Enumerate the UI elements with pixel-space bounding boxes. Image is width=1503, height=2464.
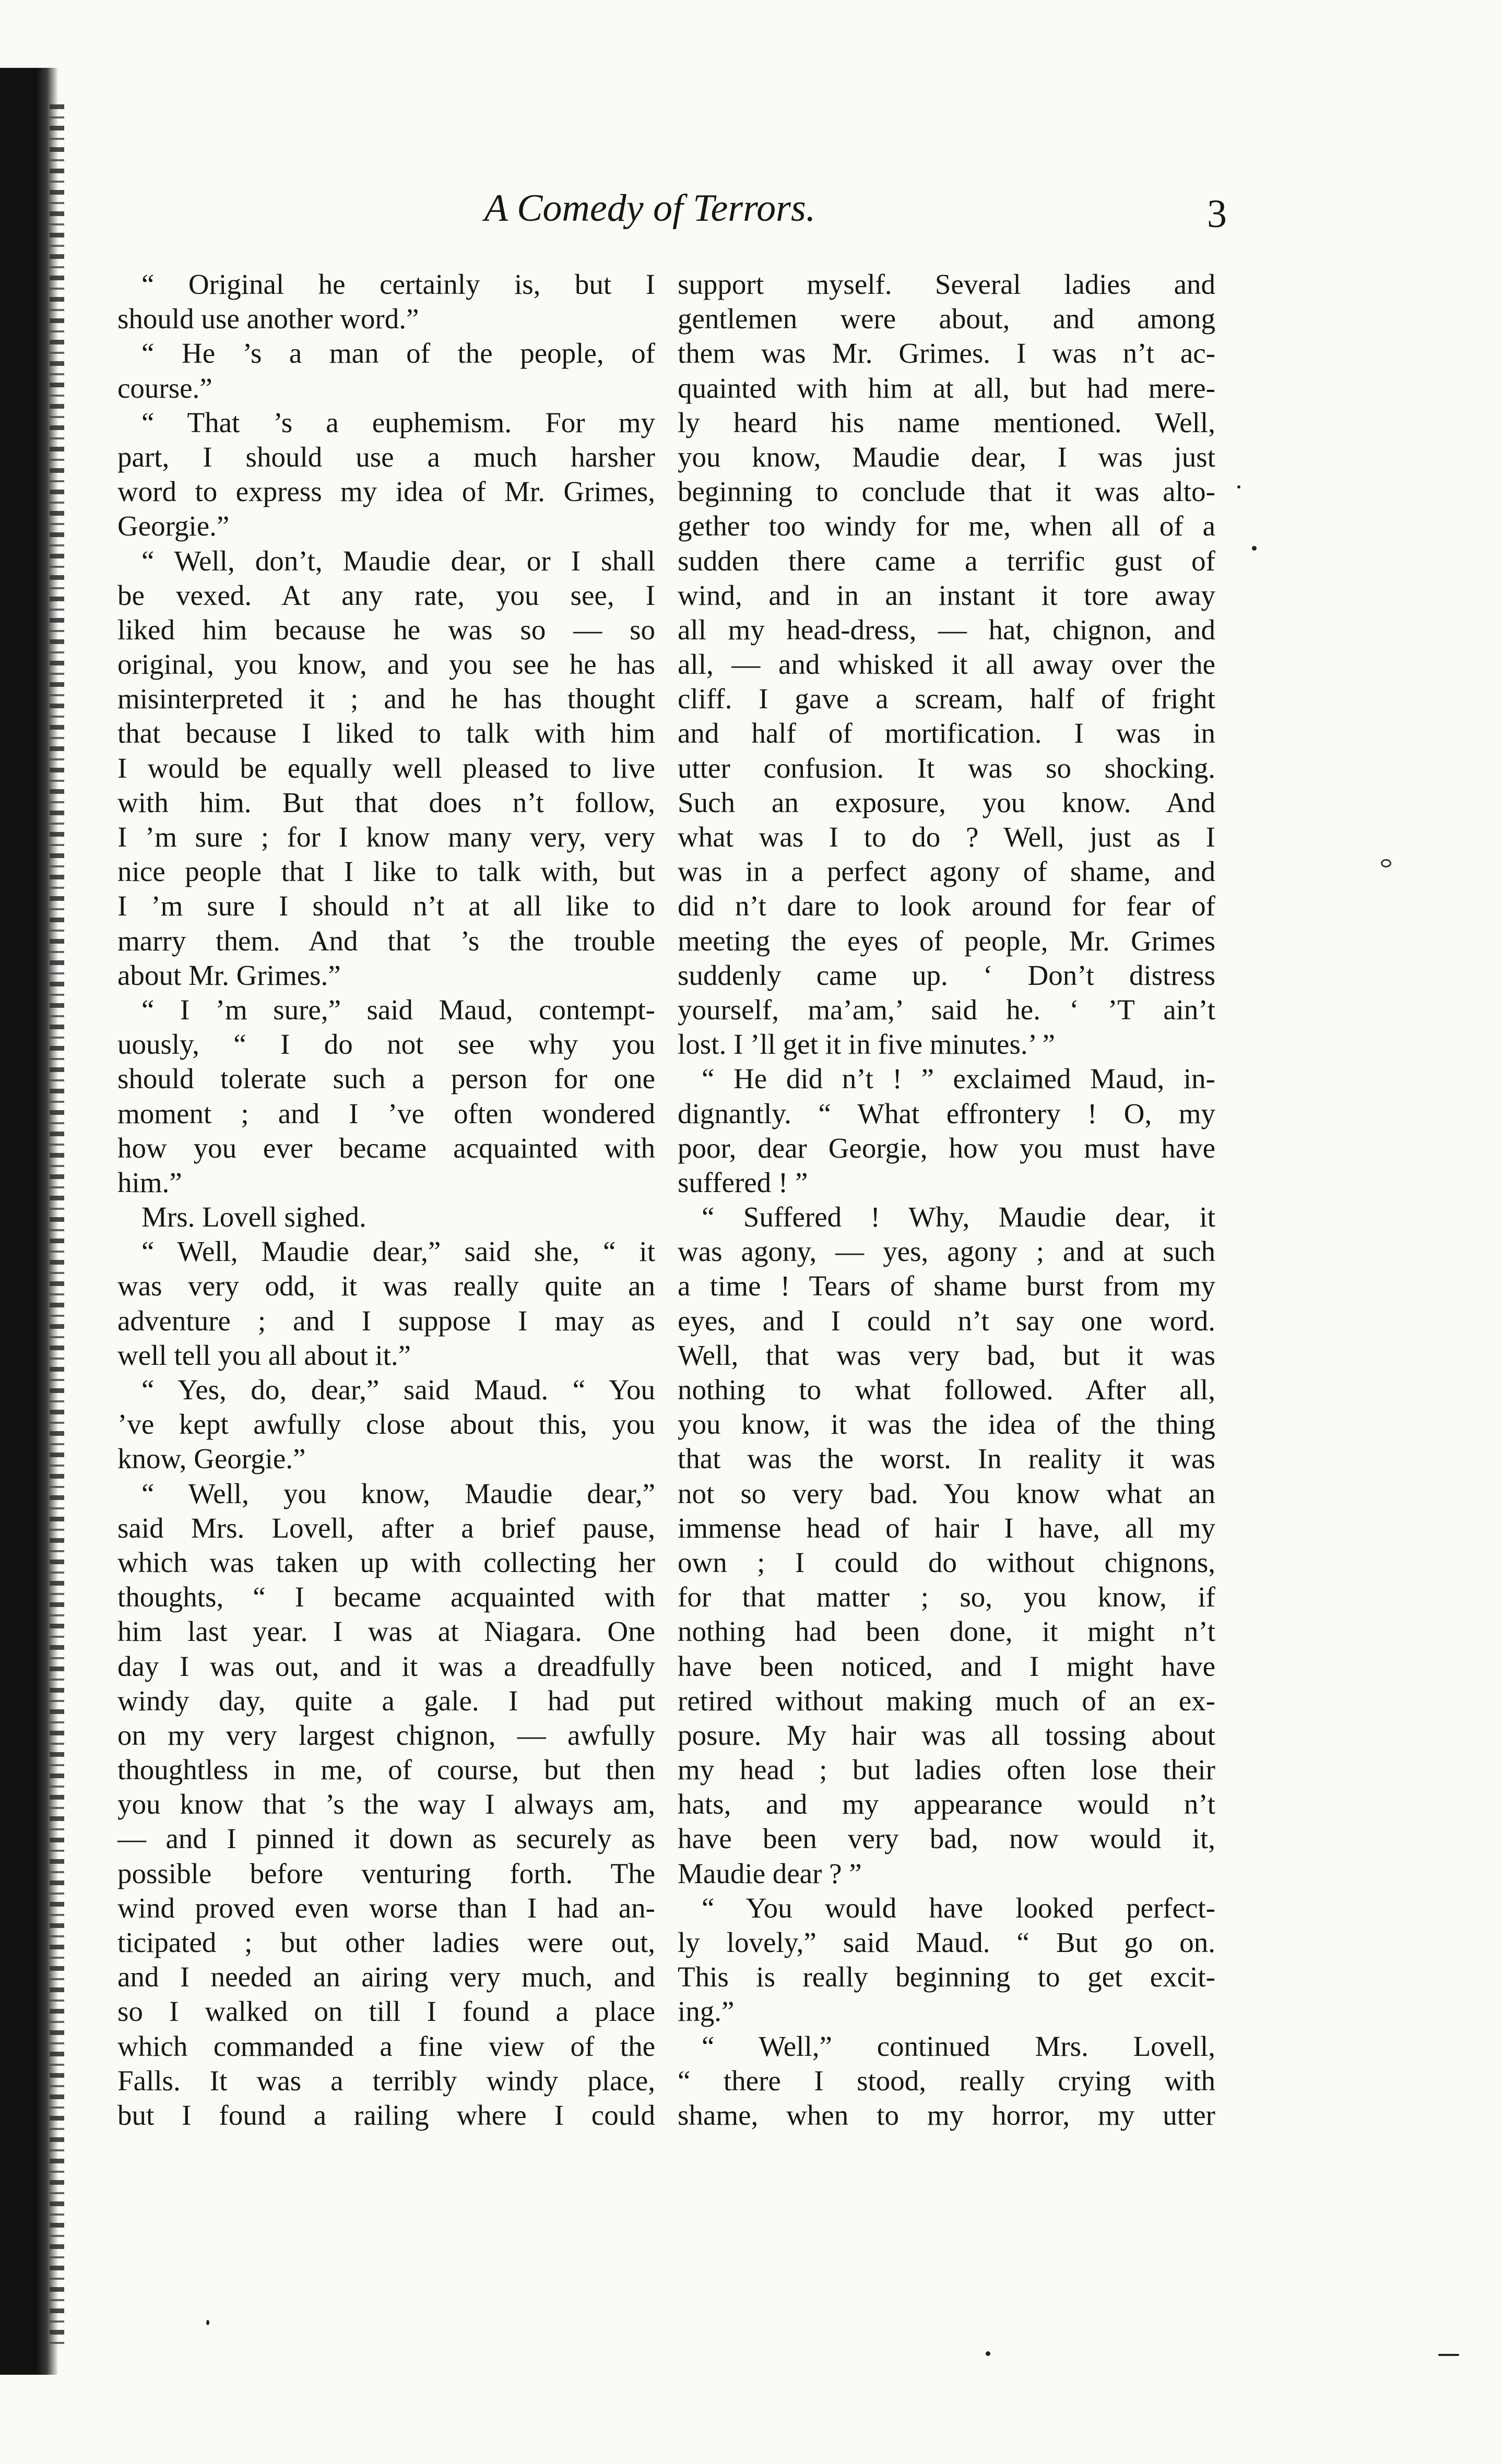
text-line: gentlemen were about, and among <box>678 303 1215 335</box>
text-line: “ Well, you know, Maudie dear,” <box>141 1477 655 1509</box>
text-line: said Mrs. Lovell, after a brief pause, <box>117 1511 655 1544</box>
binding-gutter-edge <box>50 104 64 2349</box>
text-line: “ Yes, do, dear,” said Maud. “ You <box>141 1374 655 1406</box>
print-speck <box>1252 546 1257 551</box>
text-line: which was taken up with collecting her <box>117 1546 655 1578</box>
print-speck <box>1381 859 1391 867</box>
text-line: and half of mortification. I was in <box>678 717 1215 749</box>
text-line: and I needed an airing very much, and <box>117 1961 655 1993</box>
text-line: that because I liked to talk with him <box>117 717 655 749</box>
text-line: — and I pinned it down as securely as <box>117 1823 655 1855</box>
text-line: possible before venturing forth. The <box>117 1857 655 1889</box>
text-line: cliff. I gave a scream, half of fright <box>678 683 1215 715</box>
text-line: ticipated ; but other ladies were out, <box>117 1926 655 1958</box>
text-line: how you ever became acquainted with <box>117 1132 655 1164</box>
text-line: nice people that I like to talk with, but <box>117 855 655 888</box>
text-line: adventure ; and I suppose I may as <box>117 1304 655 1337</box>
text-line: I ’m sure I should n’t at all like to <box>117 890 655 922</box>
text-line: Falls. It was a terribly windy place, <box>117 2064 655 2097</box>
running-head: A Comedy of Terrors. <box>484 187 816 230</box>
text-line: hats, and my appearance would n’t <box>678 1788 1215 1820</box>
text-line: my head ; but ladies often lose their <box>678 1754 1215 1786</box>
text-line: retired without making much of an ex- <box>678 1684 1215 1717</box>
text-line: a time ! Tears of shame burst from my <box>678 1270 1215 1302</box>
text-line: was very odd, it was really quite an <box>117 1270 655 1302</box>
text-line: but I found a railing where I could <box>117 2099 655 2131</box>
text-line: you know, Maudie dear, I was just <box>678 441 1215 473</box>
text-line: did n’t dare to look around for fear of <box>678 890 1215 922</box>
text-line: lost. I ’ll get it in five minutes.’ ” <box>678 1028 1056 1061</box>
text-line: This is really beginning to get excit- <box>678 1961 1215 1993</box>
text-line: with him. But that does n’t follow, <box>117 786 655 818</box>
text-line: him last year. I was at Niagara. One <box>117 1615 655 1648</box>
text-line: have been very bad, now would it, <box>678 1823 1215 1855</box>
text-line: meeting the eyes of people, Mr. Grimes <box>678 924 1215 957</box>
text-line: “ Original he certainly is, but I <box>141 268 655 300</box>
text-line: nothing to what followed. After all, <box>678 1374 1215 1406</box>
text-line: moment ; and I ’ve often wondered <box>117 1097 655 1129</box>
text-line: support myself. Several ladies and <box>678 268 1215 300</box>
text-line: for that matter ; so, you know, if <box>678 1581 1215 1613</box>
text-line: word to express my idea of Mr. Grimes, <box>117 475 655 508</box>
text-line: misinterpreted it ; and he has thought <box>117 683 655 715</box>
print-speck <box>206 2320 209 2325</box>
print-speck <box>986 2351 990 2356</box>
text-line: “ Well, don’t, Maudie dear, or I shall <box>141 544 655 577</box>
text-line: “ Well, Maudie dear,” said she, “ it <box>141 1235 655 1268</box>
text-line: on my very largest chignon, — awfully <box>117 1719 655 1751</box>
text-line: I ’m sure ; for I know many very, very <box>117 821 655 853</box>
text-line: Such an exposure, you know. And <box>678 786 1215 818</box>
text-line: “ He ’s a man of the people, of <box>141 337 655 370</box>
text-line: thoughtless in me, of course, but then <box>117 1754 655 1786</box>
text-line: “ Suffered ! Why, Maudie dear, it <box>702 1201 1215 1233</box>
text-line: nothing had been done, it might n’t <box>678 1615 1215 1648</box>
text-line: you know that ’s the way I always am, <box>117 1788 655 1820</box>
text-line: him.” <box>117 1166 182 1198</box>
text-line: windy day, quite a gale. I had put <box>117 1684 655 1717</box>
text-line: was agony, — yes, agony ; and at such <box>678 1235 1215 1268</box>
left-text-column <box>117 267 655 2133</box>
page-number: 3 <box>1207 192 1227 236</box>
text-line: was in a perfect agony of shame, and <box>678 855 1215 888</box>
text-line: all my head-dress, — hat, chignon, and <box>678 613 1215 646</box>
text-line: yourself, ma’am,’ said he. ‘ ’T ain’t <box>678 993 1215 1026</box>
text-line: gether too windy for me, when all of a <box>678 510 1215 542</box>
text-line: Mrs. Lovell sighed. <box>141 1201 366 1233</box>
text-line: quainted with him at all, but had mere- <box>678 372 1215 404</box>
text-line: not so very bad. You know what an <box>678 1477 1215 1509</box>
text-line: “ That ’s a euphemism. For my <box>141 406 655 438</box>
text-line: suffered ! ” <box>678 1166 808 1198</box>
text-line: dignantly. “ What effrontery ! O, my <box>678 1097 1215 1129</box>
text-line: uously, “ I do not see why you <box>117 1028 655 1061</box>
text-line: “ Well,” continued Mrs. Lovell, <box>702 2030 1215 2062</box>
text-line: wind proved even worse than I had an- <box>117 1891 655 1924</box>
text-line: “ I ’m sure,” said Maud, contempt- <box>141 993 655 1026</box>
text-line: course.” <box>117 372 212 404</box>
text-line: original, you know, and you see he has <box>117 648 655 681</box>
text-line: immense head of hair I have, all my <box>678 1511 1215 1544</box>
text-line: “ there I stood, really crying with <box>678 2064 1215 2097</box>
text-line: liked him because he was so — so <box>117 613 655 646</box>
print-speck <box>1237 485 1240 489</box>
text-line: shame, when to my horror, my utter <box>678 2099 1215 2131</box>
text-line: you know, it was the idea of the thing <box>678 1408 1215 1441</box>
text-line: marry them. And that ’s the trouble <box>117 924 655 957</box>
text-line: “ You would have looked perfect- <box>702 1891 1215 1924</box>
right-text-column <box>678 267 1215 2133</box>
text-line: what was I to do ? Well, just as I <box>678 821 1215 853</box>
text-line: eyes, and I could n’t say one word. <box>678 1304 1215 1337</box>
text-line: them was Mr. Grimes. I was n’t ac- <box>678 337 1215 370</box>
text-line: have been noticed, and I might have <box>678 1650 1215 1682</box>
text-line: be vexed. At any rate, you see, I <box>117 579 655 611</box>
text-line: Maudie dear ? ” <box>678 1857 862 1889</box>
text-line: should use another word.” <box>117 303 419 335</box>
text-line: so I walked on till I found a place <box>117 1995 655 2028</box>
text-line: ly heard his name mentioned. Well, <box>678 406 1215 438</box>
text-line: all, — and whisked it all away over the <box>678 648 1215 681</box>
text-line: I would be equally well pleased to live <box>117 752 655 784</box>
text-line: thoughts, “ I became acquainted with <box>117 1581 655 1613</box>
text-line: posure. My hair was all tossing about <box>678 1719 1215 1751</box>
text-line: sudden there came a terrific gust of <box>678 544 1215 577</box>
text-line: Georgie.” <box>117 510 230 542</box>
text-line: “ He did n’t ! ” exclaimed Maud, in- <box>702 1063 1215 1095</box>
text-line: ly lovely,” said Maud. “ But go on. <box>678 1926 1215 1958</box>
text-line: poor, dear Georgie, how you must have <box>678 1132 1215 1164</box>
text-line: which commanded a fine view of the <box>117 2030 655 2062</box>
text-line: about Mr. Grimes.” <box>117 959 341 991</box>
text-line: own ; I could do without chignons, <box>678 1546 1215 1578</box>
text-line: day I was out, and it was a dreadfully <box>117 1650 655 1682</box>
text-line: should tolerate such a person for one <box>117 1063 655 1095</box>
text-line: know, Georgie.” <box>117 1443 306 1475</box>
text-line: ing.” <box>678 1995 735 2028</box>
text-line: part, I should use a much harsher <box>117 441 655 473</box>
text-line: beginning to conclude that it was alto- <box>678 475 1215 508</box>
text-line: utter confusion. It was so shocking. <box>678 752 1215 784</box>
text-line: ’ve kept awfully close about this, you <box>117 1408 655 1441</box>
text-line: suddenly came up. ‘ Don’t distress <box>678 959 1215 991</box>
text-line: that was the worst. In reality it was <box>678 1443 1215 1475</box>
text-line: wind, and in an instant it tore away <box>678 579 1215 611</box>
text-line: well tell you all about it.” <box>117 1339 411 1371</box>
text-line: Well, that was very bad, but it was <box>678 1339 1215 1371</box>
print-speck <box>1438 2354 1459 2356</box>
